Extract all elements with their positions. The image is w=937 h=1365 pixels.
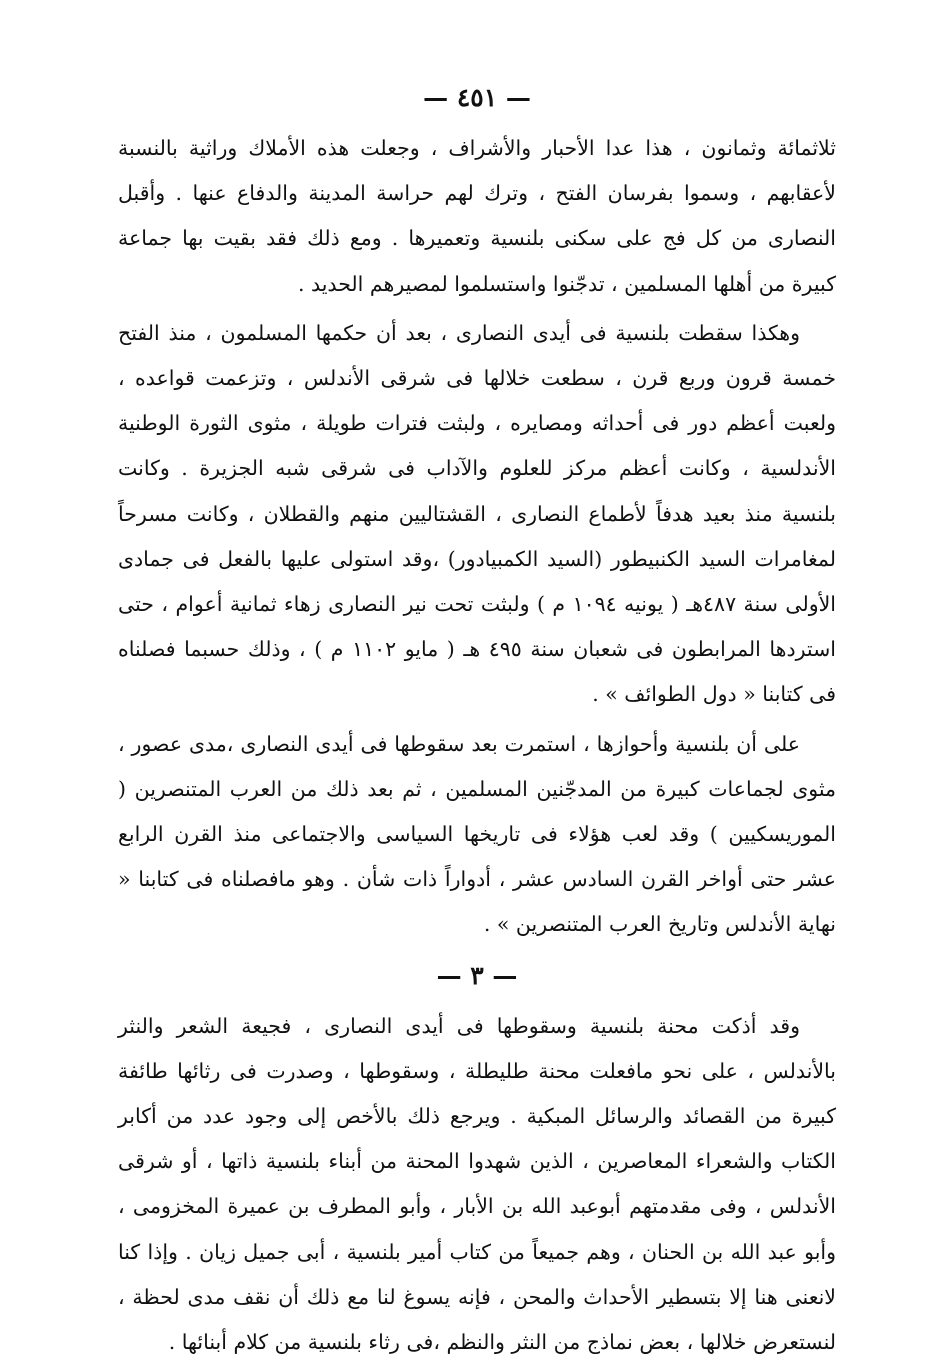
book-page (118, 70, 836, 1355)
section-marker: — ٣ — (436, 960, 518, 990)
page-number: — ٤٥١ — (423, 83, 531, 112)
paragraph-3: على أن بلنسية وأحوازها ، استمرت بعد سقوطها فى أيدى النصارى ،مدى عصور ، مثوى لجماعات كبيرة من المدجّنين المسلمين ، ثم بعد ذلك من العرب المتنصرين ( الموريسكيين ) وقد لعب هؤلاء فى تاريخها السياسى والاجتماعى منذ القرن الرابع عشر حتى أواخر القرن السادس عشر ، أدواراً ذات شأن . وهو مافصلناه فى كتابنا « نهاية الأندلس وتاريخ العرب المتنصرين » . (118, 731, 836, 937)
paragraph-1: ثلاثمائة وثمانون ، هذا عدا الأحبار والأشراف ، وجعلت هذه الأملاك وراثية بالنسبة لأعقابهم ، وسموا بفرسان الفتح ، وترك لهم حراسة المدينة والدفاع عنها . وأقبل النصارى من كل فج على سكنى بلنسية وتعميرها . ومع ذلك فقد بقيت بها جماعة كبيرة من أهلها المسلمين ، تدجّنوا واستسلموا لمصيرهم الحديد . (118, 136, 836, 296)
paragraph-2: وهكذا سقطت بلنسية فى أيدى النصارى ، بعد أن حكمها المسلمون ، منذ الفتح خمسة قرون وربع قرن ، سطعت خلالها فى شرقى الأندلس ، وتزعمت قواعده ، ولعبت أعظم دور فى أحداثه ومصايره ، ولبثت فترات طويلة ، مثوى الثورة الوطنية الأندلسية ، وكانت أعظم مركز للعلوم والآداب فى شرقى شبه الجزيرة . وكانت بلنسية منذ بعيد هدفاً لأطماع النصارى ، القشتاليين منهم والقطلان ، وكانت مسرحاً لمغامرات السيد الكنبيطور (السيد الكمبيادور) ،وقد استولى عليها بالفعل فى جمادى الأولى سنة ٤٨٧هـ ( يونيه ١٠٩٤ م ) ولبثت تحت نير النصارى زهاء ثمانية أعوام ، حتى استردها المرابطون فى شعبان سنة ٤٩٥ هـ ( مايو ١١٠٢ م ) ، وذلك حسبما فصلناه فى كتابنا « دول الطوائف » . (118, 320, 836, 707)
paragraph-4: وقد أذكت محنة بلنسية وسقوطها فى أيدى النصارى ، فجيعة الشعر والنثر بالأندلس ، على نحو مافعلت محنة طليطلة ، وسقوطها ، وصدرت فى رثائها طائفة كبيرة من القصائد والرسائل المبكية . ويرجع ذلك بالأخص إلى وجود عدد من أكابر الكتاب والشعراء المعاصرين ، الذين شهدوا المحنة من أبناء بلنسية ذاتها ، أو شرقى الأندلس ، وفى مقدمتهم أبوعبد الله بن الأبار ، وأبو المطرف بن عميرة المخزومى ، وأبو عبد الله بن الحنان ، وهم جميعاً من كتاب أمير بلنسية ، أبى جميل زيان . وإذا كنا لانعنى هنا إلا بتسطير الأحداث والمحن ، فإنه يسوغ لنا مع ذلك أن نقف مدى لحظة ، لنستعرض خلالها ، بعض نماذج من النثر والنظم ،فى رثاء بلنسية من كلام أبنائها . (118, 1013, 836, 1355)
